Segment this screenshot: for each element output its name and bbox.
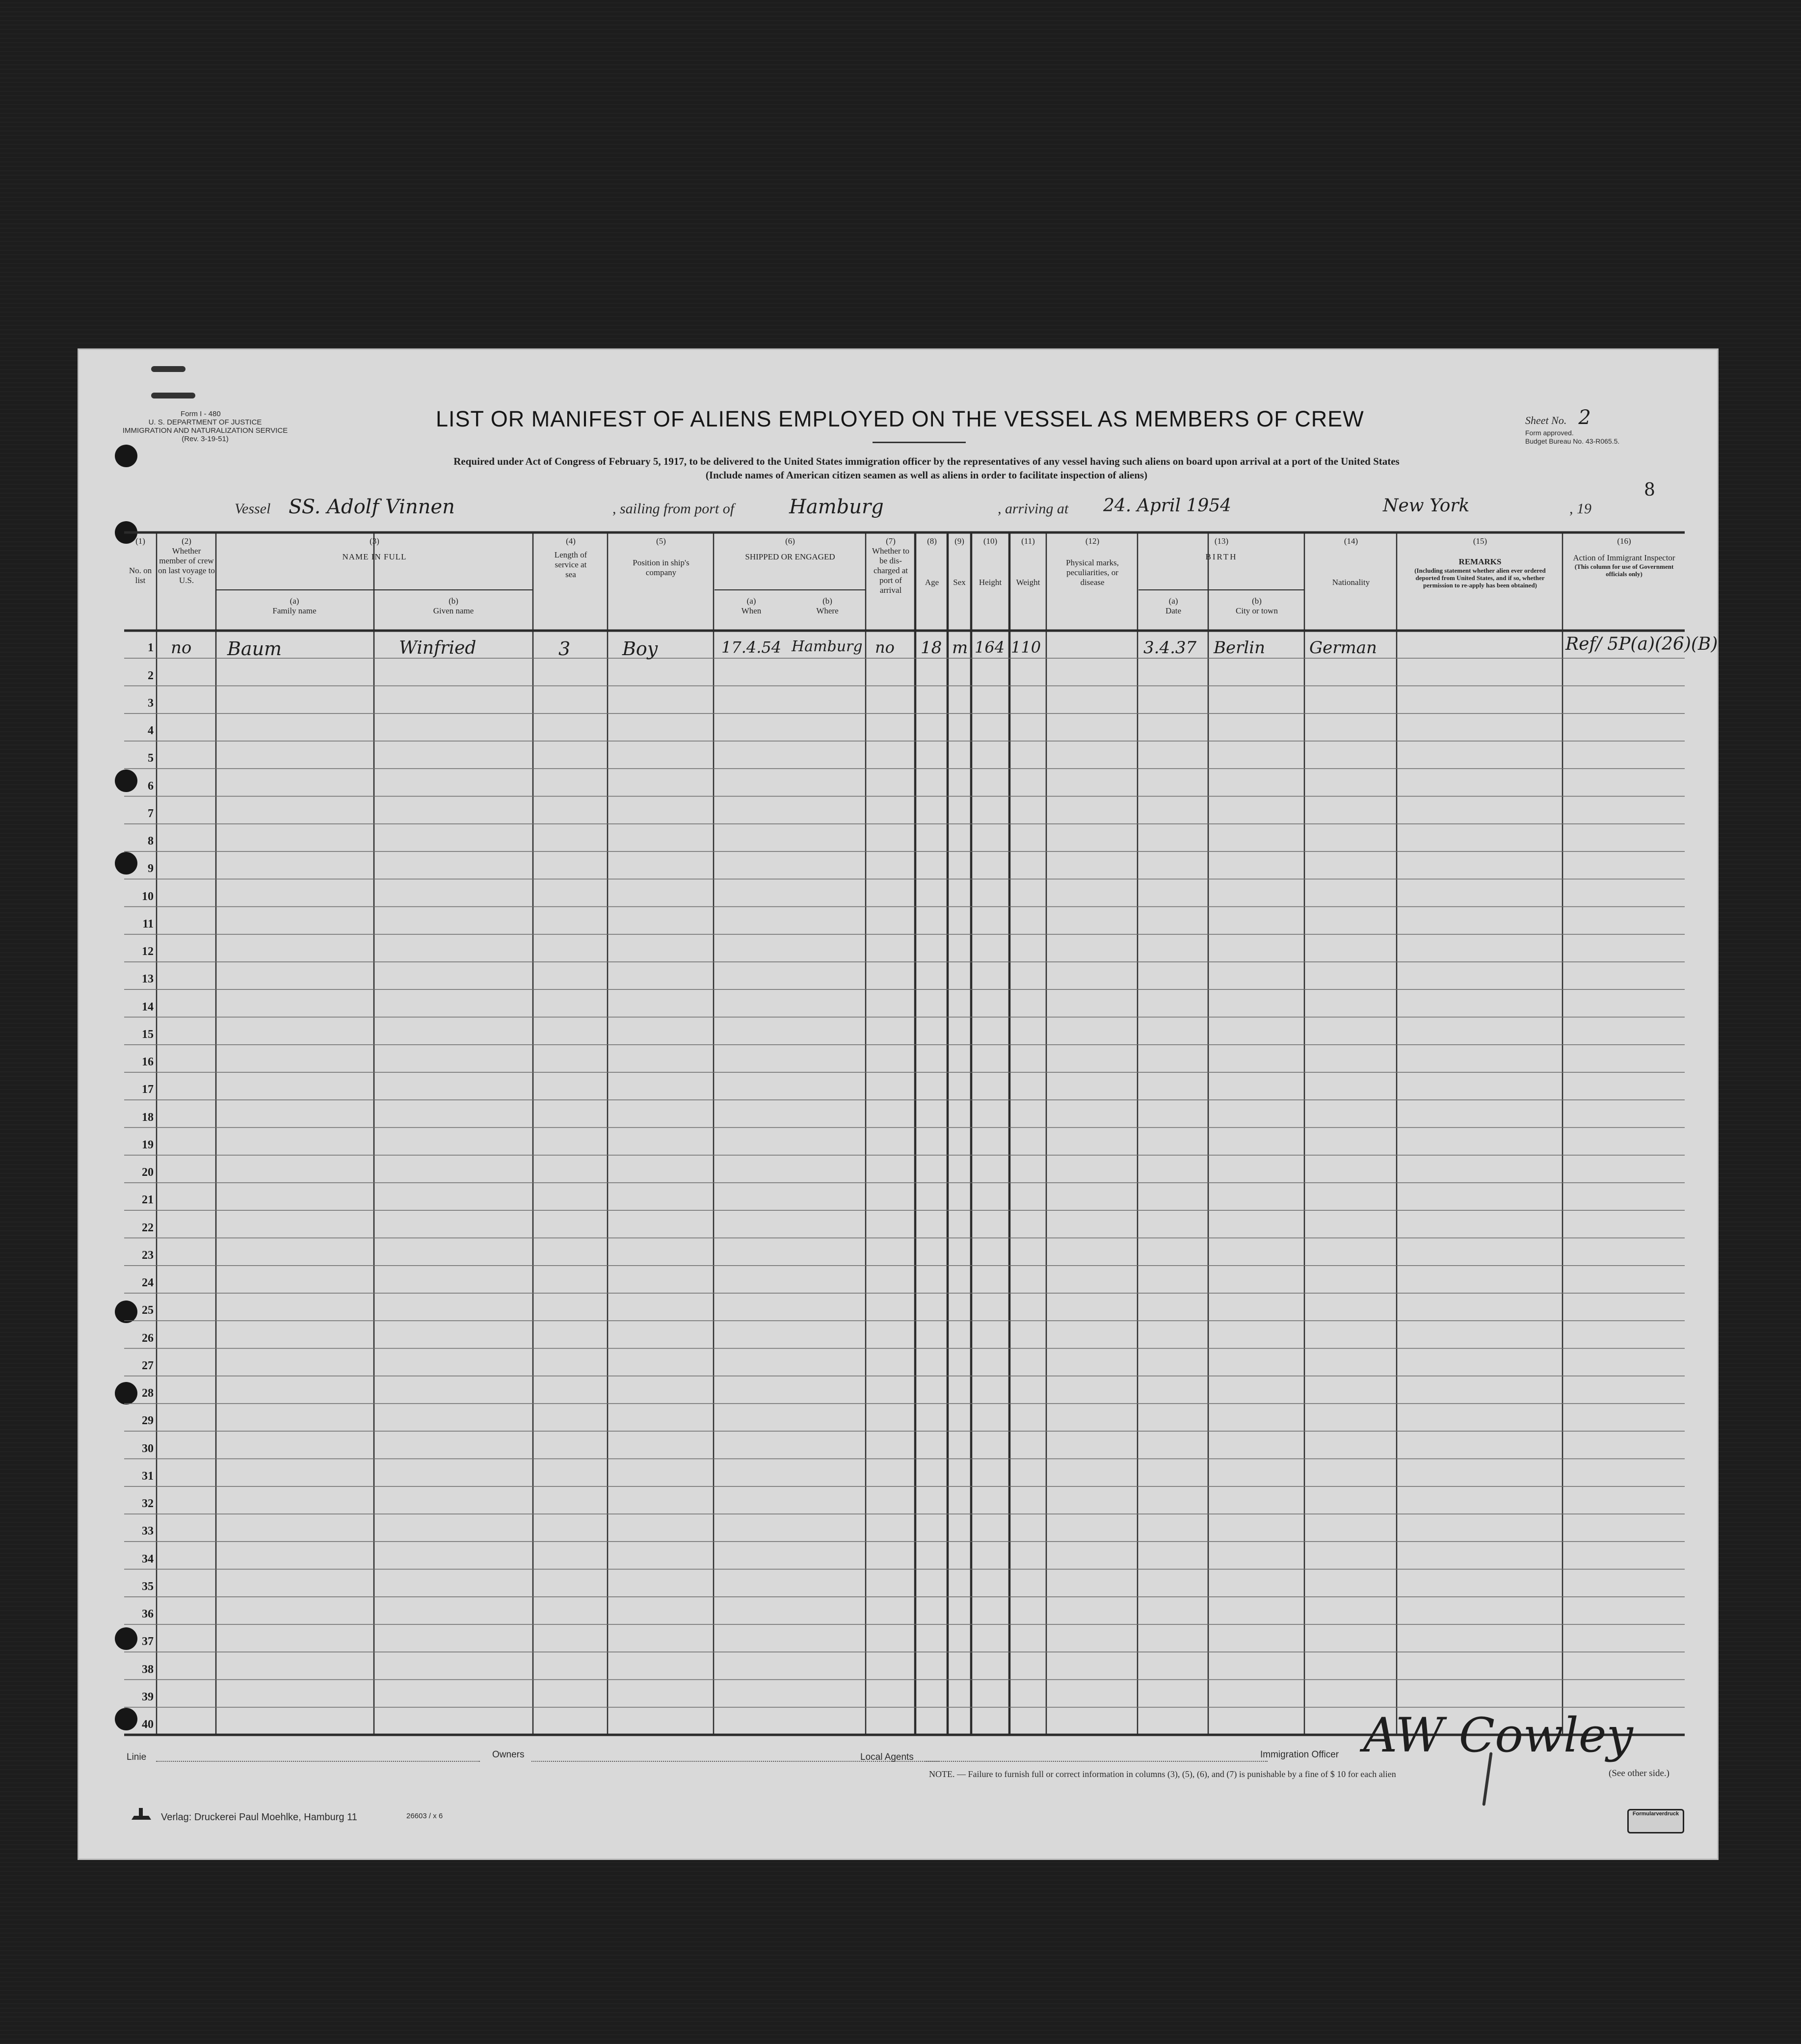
col6a-num: (a) bbox=[746, 596, 756, 606]
row-number: 1 bbox=[148, 641, 154, 655]
form-number: Form I - 480 bbox=[181, 410, 221, 418]
col12-label: Physical marks, peculiarities, or disease bbox=[1066, 558, 1119, 587]
col13a-num: (a) bbox=[1168, 596, 1178, 606]
col13b-header bbox=[1209, 596, 1304, 616]
row-number: 4 bbox=[148, 724, 154, 737]
cell-birth-city: Berlin bbox=[1214, 638, 1266, 658]
col15-label: REMARKS bbox=[1458, 557, 1502, 566]
col3a-label: Family name bbox=[272, 606, 317, 615]
row-number: 38 bbox=[142, 1663, 154, 1676]
side-number: 8 bbox=[1644, 480, 1655, 500]
col14-label: Nationality bbox=[1332, 578, 1370, 587]
row-number: 18 bbox=[142, 1111, 154, 1124]
cell-height: 164 bbox=[975, 638, 1005, 657]
col6-label: SHIPPED OR ENGAGED bbox=[745, 552, 835, 561]
col8-num: (8) bbox=[927, 536, 937, 546]
row-number: 15 bbox=[142, 1028, 154, 1041]
col6b-label: Where bbox=[816, 606, 839, 615]
row-number: 25 bbox=[142, 1304, 154, 1317]
col11-label: Weight bbox=[1016, 578, 1040, 587]
col16-num: (16) bbox=[1617, 536, 1631, 546]
cell-discharged: no bbox=[875, 638, 895, 657]
row-number: 2 bbox=[148, 669, 154, 682]
row-number: 10 bbox=[142, 890, 154, 903]
dotted-line bbox=[156, 1761, 480, 1762]
row-number: 24 bbox=[142, 1276, 154, 1289]
col13b-num: (b) bbox=[1252, 596, 1262, 606]
footer-printer: Verlag: Druckerei Paul Moehlke, Hamburg 11 bbox=[161, 1812, 357, 1823]
col11-num: (11) bbox=[1021, 536, 1035, 546]
col14-header bbox=[1305, 536, 1397, 587]
col3a-num: (a) bbox=[290, 596, 299, 606]
col5-num: (5) bbox=[656, 536, 666, 546]
col10-num: (10) bbox=[983, 536, 998, 546]
col7-label: Whether to be dis-charged at port of arrival bbox=[872, 546, 909, 595]
footer-owners: Owners bbox=[492, 1750, 525, 1760]
cell-age: 18 bbox=[921, 638, 942, 658]
manifest-sheet bbox=[78, 348, 1719, 1860]
col14-num: (14) bbox=[1344, 536, 1358, 546]
col13b-label: City or town bbox=[1236, 606, 1278, 615]
col4-num: (4) bbox=[566, 536, 576, 546]
col9-num: (9) bbox=[954, 536, 964, 546]
arriving-port: New York bbox=[1383, 496, 1470, 516]
row-number: 26 bbox=[142, 1331, 154, 1345]
col3-header bbox=[216, 536, 533, 562]
sheet-number: 2 bbox=[1578, 406, 1591, 429]
row-number: 9 bbox=[148, 862, 154, 876]
col3b-header bbox=[374, 596, 533, 616]
cell-weight: 110 bbox=[1011, 638, 1041, 657]
col1-num: (1) bbox=[135, 536, 145, 546]
budget-bureau: Budget Bureau No. 43-R065.5. bbox=[1525, 437, 1620, 445]
row-number: 37 bbox=[142, 1635, 154, 1648]
row-number: 30 bbox=[142, 1442, 154, 1455]
row-number: 17 bbox=[142, 1083, 154, 1096]
printer-stamp bbox=[1627, 1809, 1684, 1833]
row-number: 28 bbox=[142, 1387, 154, 1400]
col6-num: (6) bbox=[785, 536, 795, 546]
cell-given-name: Winfried bbox=[399, 638, 477, 658]
col13a-header bbox=[1139, 596, 1208, 616]
row-number: 3 bbox=[148, 696, 154, 710]
row-number: 7 bbox=[148, 807, 154, 820]
col9-label: Sex bbox=[953, 578, 966, 587]
row-number: 32 bbox=[142, 1497, 154, 1510]
row-number: 31 bbox=[142, 1469, 154, 1483]
cell-family-name: Baum bbox=[227, 638, 282, 660]
col9-header bbox=[948, 536, 971, 587]
col16-label: Action of Immigrant Inspector bbox=[1573, 553, 1675, 562]
row-number: 36 bbox=[142, 1608, 154, 1620]
department: U. S. DEPARTMENT OF JUSTICE bbox=[148, 418, 262, 426]
col5-label: Position in ship's company bbox=[633, 558, 689, 577]
col3a-header bbox=[216, 596, 373, 616]
cell-birth-date: 3.4.37 bbox=[1143, 638, 1197, 658]
row-number: 34 bbox=[142, 1552, 154, 1566]
col6a-label: When bbox=[741, 606, 762, 615]
cell-sex: m bbox=[952, 638, 968, 658]
cell-last-voyage: no bbox=[171, 638, 192, 658]
subtitle-note: (Include names of American citizen seamen as well as aliens in order to facilitate inspection of aliens) bbox=[705, 469, 1148, 481]
col11-header bbox=[1010, 536, 1046, 587]
officer-signature: AW Cowley bbox=[1363, 1708, 1633, 1763]
row-number: 29 bbox=[142, 1414, 154, 1428]
footer-printer-code: 26603 / x 6 bbox=[406, 1812, 443, 1820]
col6b-num: (b) bbox=[822, 596, 832, 606]
footer-see-other: (See other side.) bbox=[1609, 1768, 1669, 1779]
col10-header bbox=[972, 536, 1009, 587]
revision: (Rev. 3-19-51) bbox=[182, 435, 229, 443]
form-approved: Form approved. bbox=[1525, 429, 1574, 437]
col3b-label: Given name bbox=[433, 606, 474, 615]
col2-num: (2) bbox=[182, 536, 191, 546]
row-number: 27 bbox=[142, 1359, 154, 1372]
col16-header bbox=[1563, 536, 1685, 578]
col12-num: (12) bbox=[1085, 536, 1100, 546]
col13a-label: Date bbox=[1165, 606, 1182, 615]
col16-note: (This column for use of Government officials only) bbox=[1574, 563, 1674, 578]
row-number: 19 bbox=[142, 1138, 154, 1151]
subtitle: Required under Act of Congress of February 5, 1917, to be delivered to the United States immigration officer by the representatives of any vessel having such aliens on board upon arrival at a port of the United States bbox=[453, 455, 1400, 467]
arriving-label: , arriving at bbox=[998, 501, 1069, 517]
cell-position: Boy bbox=[622, 638, 658, 660]
col3-label: NAME IN FULL bbox=[342, 552, 407, 561]
col7-num: (7) bbox=[886, 536, 896, 546]
row-number: 11 bbox=[142, 917, 154, 930]
col15-num: (15) bbox=[1473, 536, 1487, 546]
cell-action: Ref/ 5P(a)(26)(B) bbox=[1565, 634, 1718, 654]
sailing-label: , sailing from port of bbox=[612, 501, 735, 517]
row-number: 5 bbox=[148, 752, 154, 765]
col4-header bbox=[534, 536, 608, 580]
col6b-header bbox=[789, 596, 866, 616]
vessel-label: Vessel bbox=[235, 501, 271, 517]
col15-header bbox=[1398, 536, 1563, 589]
col7-header bbox=[867, 536, 915, 595]
row-number: 13 bbox=[142, 973, 154, 986]
footer-note: NOTE. — Failure to furnish full or correct information in columns (3), (5), (6), and (7) is punishable by a fine of $ 10 for each alien bbox=[929, 1769, 1396, 1779]
col6a-header bbox=[715, 596, 788, 616]
sailing-port: Hamburg bbox=[789, 496, 884, 518]
stamp-text: Formularverdruck bbox=[1632, 1811, 1679, 1817]
row-number: 40 bbox=[142, 1718, 154, 1731]
row-number: 12 bbox=[142, 945, 154, 958]
col13-header bbox=[1139, 536, 1304, 562]
cell-where: Hamburg bbox=[792, 638, 863, 655]
col3b-num: (b) bbox=[449, 596, 458, 606]
cell-service: 3 bbox=[558, 638, 571, 660]
col8-label: Age bbox=[925, 578, 939, 587]
page-title: LIST OR MANIFEST OF ALIENS EMPLOYED ON THE VESSEL AS MEMBERS OF CREW bbox=[436, 406, 1364, 431]
dotted-line bbox=[924, 1761, 1268, 1762]
col8-header bbox=[917, 536, 947, 587]
footer-agents: Local Agents bbox=[860, 1752, 914, 1762]
row-number: 8 bbox=[148, 835, 154, 848]
cell-when: 17.4.54 bbox=[721, 638, 782, 657]
row-number: 39 bbox=[142, 1690, 154, 1703]
row-number: 16 bbox=[142, 1056, 154, 1068]
col1-label: No. on list bbox=[129, 566, 152, 585]
col15-note: (Including statement whether alien ever ordered deported from United States, and if so, whether permission to re-apply has been obtained) bbox=[1414, 567, 1546, 589]
col2-header bbox=[158, 536, 215, 585]
row-number: 6 bbox=[148, 779, 154, 793]
col6-header bbox=[715, 536, 866, 562]
col5-header bbox=[609, 536, 714, 578]
col2-label: Whether member of crew on last voyage to U.S. bbox=[158, 546, 215, 585]
row-number: 20 bbox=[142, 1166, 154, 1179]
col3-num: (3) bbox=[370, 536, 379, 546]
col1-header bbox=[124, 536, 157, 585]
col10-label: Height bbox=[979, 578, 1002, 587]
footer-linie: Linie bbox=[127, 1752, 147, 1762]
footer-officer: Immigration Officer bbox=[1260, 1750, 1339, 1760]
cell-nationality: German bbox=[1309, 638, 1377, 658]
row-number: 35 bbox=[142, 1580, 154, 1593]
row-number: 33 bbox=[142, 1525, 154, 1538]
year-label: , 19 bbox=[1569, 501, 1591, 517]
col13-num: (13) bbox=[1214, 536, 1229, 546]
col12-header bbox=[1047, 536, 1138, 587]
service: IMMIGRATION AND NATURALIZATION SERVICE bbox=[122, 426, 288, 435]
row-number: 21 bbox=[142, 1194, 154, 1207]
printer-logo-icon bbox=[129, 1805, 154, 1822]
table-row bbox=[78, 634, 1719, 667]
row-number: 14 bbox=[142, 1000, 154, 1013]
arriving-date: 24. April 1954 bbox=[1103, 496, 1232, 516]
col13-label: BIRTH bbox=[1205, 552, 1238, 561]
row-number: 22 bbox=[142, 1221, 154, 1234]
sheet-label: Sheet No. bbox=[1525, 414, 1567, 426]
vessel-name: SS. Adolf Vinnen bbox=[289, 496, 455, 518]
col4-label: Length of service at sea bbox=[554, 550, 587, 579]
row-number: 23 bbox=[142, 1248, 154, 1262]
